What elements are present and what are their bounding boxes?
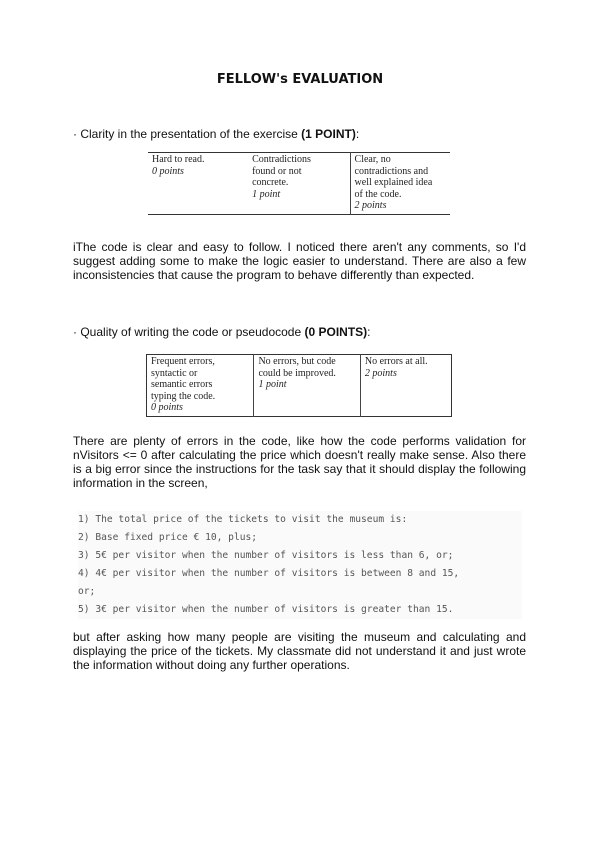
code-line: 3) 5€ per visitor when the number of visitors is less than 6, or; xyxy=(78,550,454,561)
code-excerpt xyxy=(78,511,522,619)
bullet: · xyxy=(73,127,77,141)
clarity-comment: iThe code is clear and easy to follow. I noticed there aren't any comments, so I'd suggest adding some to make the logic easier to understand. There are also a few inconsistencies that cause the program to behave differently than expected. xyxy=(73,240,526,282)
quality-rubric-table xyxy=(146,354,452,417)
rubric-cell-1-point: Contradictions found or not concrete. 1 point xyxy=(252,154,311,200)
rubric-cell-0-points: Hard to read. 0 points xyxy=(152,154,205,177)
rubric-cell-2-points: No errors at all. 2 points xyxy=(364,356,428,379)
code-line: 2) Base fixed price € 10, plus; xyxy=(78,532,258,543)
criterion-points: (1 POINT) xyxy=(301,127,356,141)
code-line: 4) 4€ per visitor when the number of visitors is between 8 and 15, xyxy=(78,568,460,579)
criterion-label: Quality of writing the code or pseudocode xyxy=(80,325,302,339)
code-line: or; xyxy=(78,586,96,597)
page-title: FELLOW's EVALUATION xyxy=(216,72,384,87)
bullet: · xyxy=(73,325,77,339)
code-line: 1) The total price of the tickets to visit the museum is: xyxy=(78,514,408,525)
criterion-points: (0 POINTS) xyxy=(304,325,368,339)
clarity-rubric-table xyxy=(148,152,450,215)
closing-comment: but after asking how many people are visiting the museum and calculating and displaying the price of the tickets. My classmate did not understand it and just wrote the information without doing any further operations. xyxy=(73,630,526,672)
rubric-cell-2-points: Clear, no contradictions and well explained idea of the code. 2 points xyxy=(350,153,450,215)
criterion-clarity-heading: · Clarity in the presentation of the exercise (1 POINT): xyxy=(73,127,360,141)
criterion-quality-heading: · Quality of writing the code or pseudocode (0 POINTS): xyxy=(73,325,371,339)
quality-comment: There are plenty of errors in the code, like how the code performs validation for nVisitors <= 0 after calculating the price which doesn't really make sense. Also there is a big error since the instructions for the task say that it should display the following information in the screen, xyxy=(73,434,526,490)
rubric-cell-0-points: Frequent errors, syntactic or semantic errors typing the code. 0 points xyxy=(147,355,254,417)
criterion-label: Clarity in the presentation of the exercise xyxy=(80,127,298,141)
code-line: 5) 3€ per visitor when the number of visitors is greater than 15. xyxy=(78,604,454,615)
rubric-cell-1-point: No errors, but code could be improved. 1 point xyxy=(254,355,360,417)
